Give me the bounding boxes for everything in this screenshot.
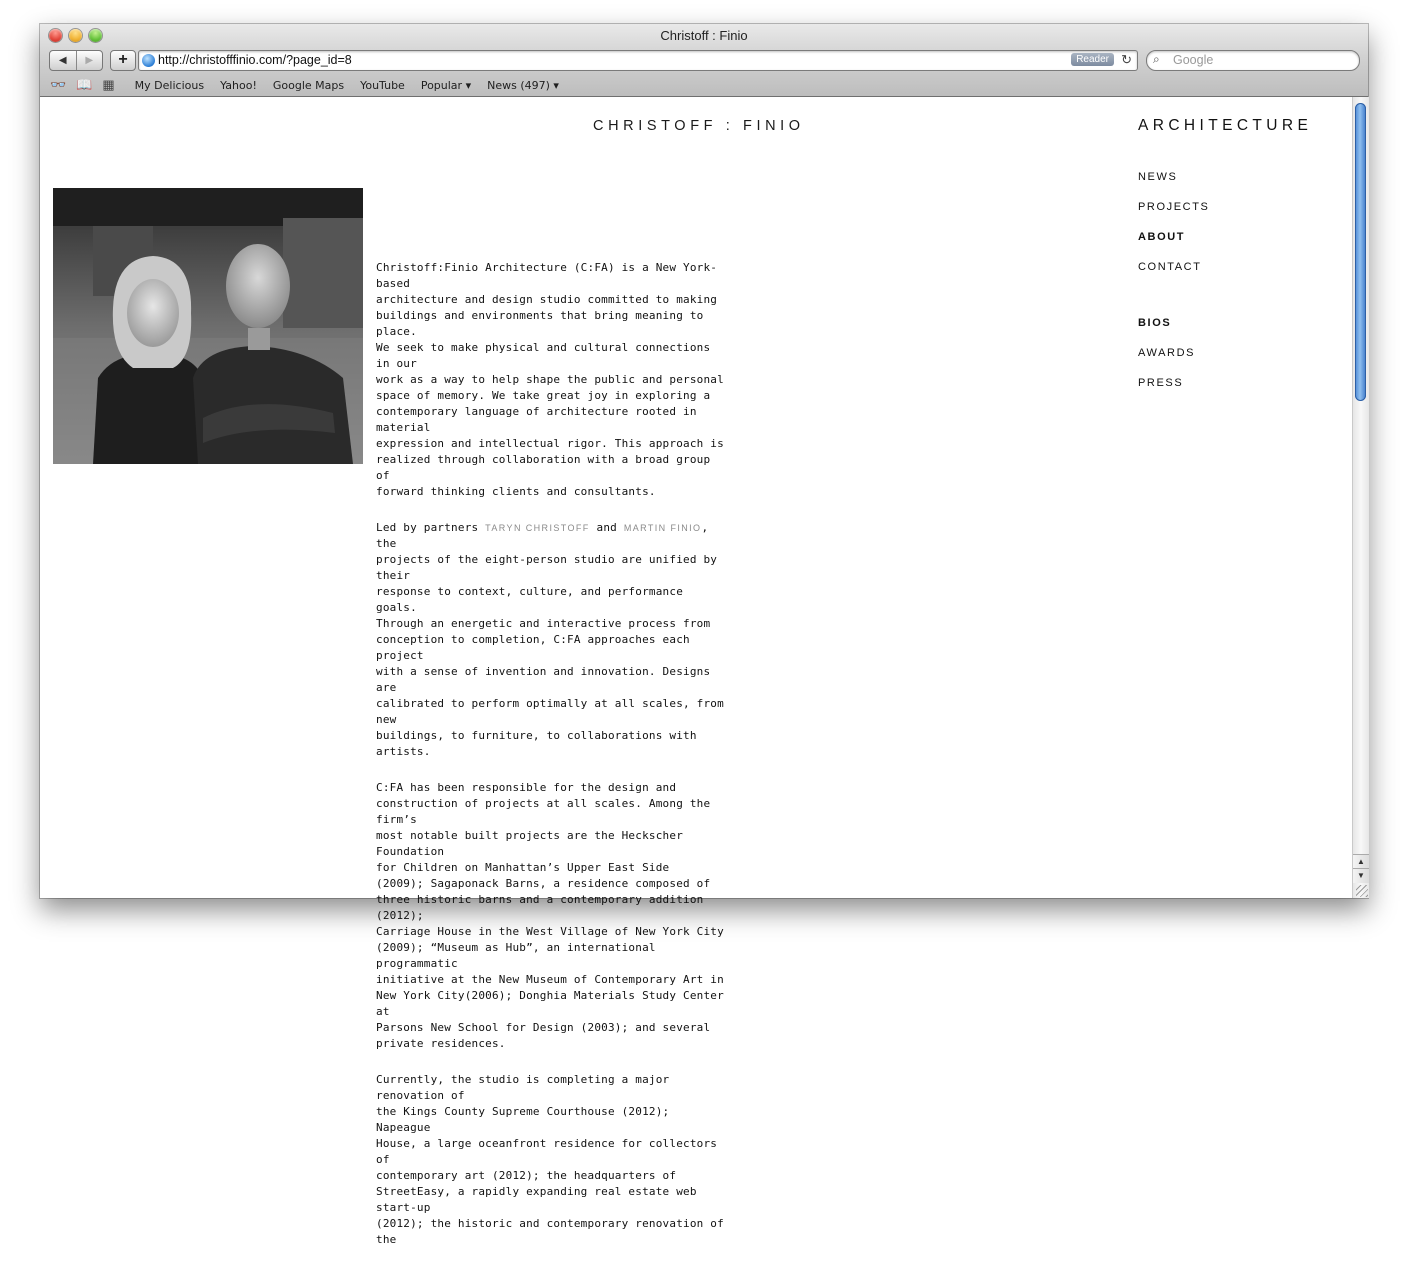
address-bar[interactable]	[138, 50, 1138, 71]
back-button[interactable]: ◀	[58, 55, 67, 66]
about-paragraph-4: Currently, the studio is completing a major renovation of the Kings County Supreme Courthouse (2012); Napeague House, a large oceanfront residence for collectors of contemporary art (2012); the headquarters of StreetEasy, a rapidly expanding real estate web start-up (2012); the historic and contemporary renovation of the	[376, 1073, 724, 1246]
search-icon: ⌕	[1153, 52, 1160, 66]
browser-toolbar	[40, 24, 1368, 97]
reader-button[interactable]: Reader	[1071, 53, 1114, 66]
url-text[interactable]: http://christofffinio.com/?page_id=8	[158, 53, 352, 67]
vertical-scrollbar[interactable]	[1352, 97, 1369, 898]
bookmark-item[interactable]: Yahoo!	[220, 78, 257, 92]
search-placeholder: Google	[1173, 53, 1214, 67]
back-forward-buttons	[49, 50, 103, 71]
web-page	[40, 97, 1352, 1246]
nav-awards[interactable]: AWARDS	[1138, 347, 1196, 359]
about-paragraph-2	[376, 520, 728, 760]
resize-grip-icon[interactable]	[1356, 885, 1368, 897]
scroll-up-arrow[interactable]: ▲	[1353, 854, 1369, 869]
partner-link-martin[interactable]: MARTIN FINIO	[623, 523, 702, 533]
top-sites-grid-icon[interactable]: ▦	[102, 77, 115, 92]
bookmark-folder[interactable]: Popular ▾	[420, 78, 472, 92]
globe-icon	[142, 54, 155, 67]
paragraph-text: Led by partners	[376, 521, 486, 534]
scroll-down-arrow[interactable]: ▼	[1353, 868, 1369, 883]
nav-projects[interactable]: PROJECTS	[1138, 201, 1210, 213]
reading-list-icon[interactable]: 👓	[50, 77, 67, 92]
bookmarks-book-icon[interactable]: 📖	[76, 77, 93, 92]
about-text	[376, 260, 728, 1268]
bookmark-folder[interactable]: News (497) ▾	[487, 78, 559, 92]
window-title: Christoff : Finio	[660, 28, 748, 43]
about-paragraph-1: Christoff:Finio Architecture (C:FA) is a New York-based architecture and design studio committed to making buildings and environments that bring meaning to place. We seek to make physical and cultural connections in our work as a way to help shape the public and personal space of memory. We take great joy in exploring a contemporary language of architecture rooted in material expression and intellectual rigor. This approach is realized through collaboration with a broad group of forward thinking clients and consultants.	[376, 261, 724, 498]
nav-about[interactable]: ABOUT	[1138, 231, 1186, 243]
reload-icon[interactable]: ↻	[1121, 52, 1132, 67]
add-bookmark-button[interactable]: +	[110, 50, 136, 71]
nav-news[interactable]: NEWS	[1138, 171, 1178, 183]
partners-photo	[53, 188, 363, 464]
bookmark-item[interactable]: Google Maps	[272, 78, 345, 92]
nav-contact[interactable]: CONTACT	[1138, 261, 1202, 273]
search-field[interactable]	[1146, 50, 1360, 71]
about-paragraph-3: C:FA has been responsible for the design and construction of projects at all scales. Among the firm’s most notable built projects are the Heckscher Foundation for Children on Manhattan’s Upper East Side (2009); Sagaponack Barns, a residence composed of three historic barns and a contemporary addition (2012); Carriage House in the West Village of New York City (2009); “Museum as Hub”, an international programmatic initiative at the New Museum of Contemporary Art in New York City(2006); Donghia Materials Study Center at Parsons New School for Design (2003); and several private residences.	[376, 781, 724, 1050]
bookmark-item[interactable]: My Delicious	[134, 78, 205, 92]
browser-window	[40, 24, 1368, 1246]
section-title: ARCHITECTURE	[1138, 117, 1313, 134]
paragraph-text: and	[589, 521, 624, 534]
nav-bios[interactable]: BIOS	[1138, 317, 1172, 329]
paragraph-text: , the projects of the eight-person studio are unified by their response to context, culture, and performance goals. Through an energetic and interactive process from conception to completion, C:FA approaches each project with a sense of invention and innovation. Designs are calibrated to perform optimally at all scales, from new buildings, to furniture, to collaborations with artists.	[376, 521, 724, 758]
site-title[interactable]: CHRISTOFF : FINIO	[593, 118, 805, 134]
bookmarks-bar	[40, 75, 1368, 95]
forward-button[interactable]: ▶	[76, 51, 103, 70]
bookmark-item[interactable]: YouTube	[360, 78, 405, 92]
nav-press[interactable]: PRESS	[1138, 377, 1184, 389]
partner-link-taryn[interactable]: TARYN CHRISTOFF	[485, 523, 590, 533]
scrollbar-thumb[interactable]	[1355, 103, 1366, 401]
